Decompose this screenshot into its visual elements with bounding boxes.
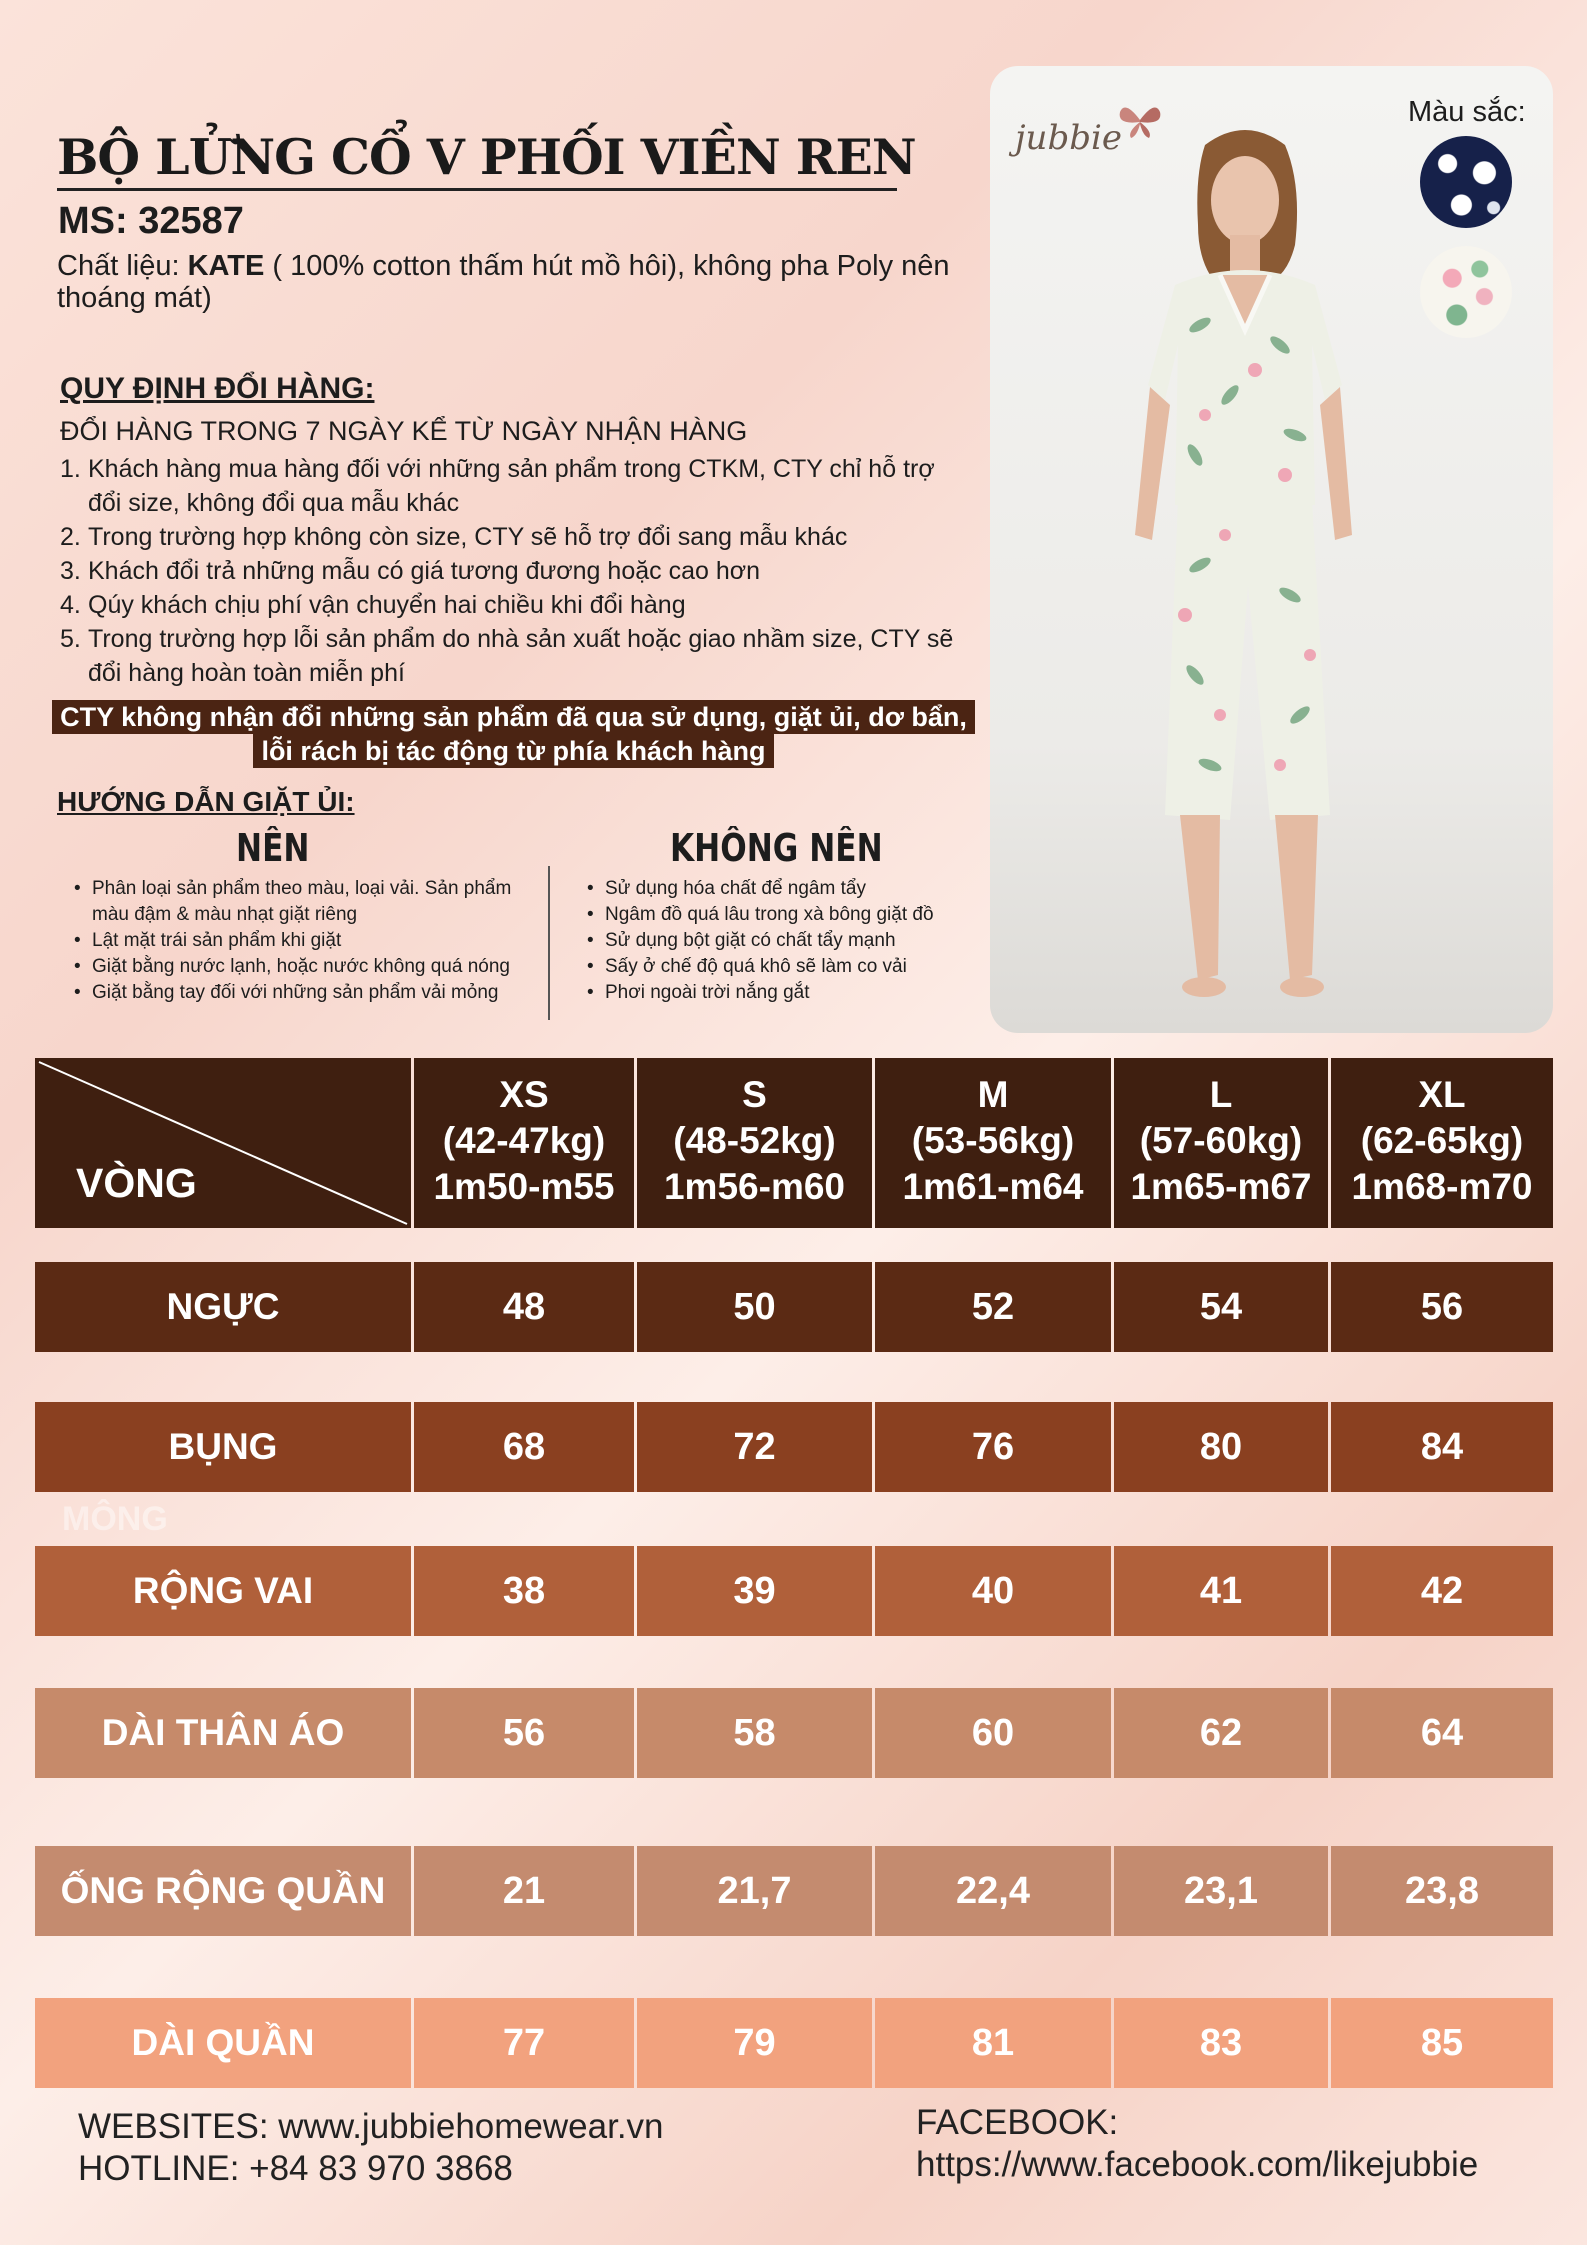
policy-item-text: Trong trường hợp không còn size, CTY sẽ hỗ trợ đổi sang mẫu khác (88, 523, 848, 551)
exchange-policy-list (60, 452, 960, 690)
should-not-list (583, 876, 1003, 1006)
brand-logo-text: jubbie (1015, 118, 1122, 158)
size-header-weight: (62-65kg) (1360, 1120, 1524, 1161)
should-list (70, 876, 540, 1006)
should-not-item: • Sử dụng bột giặt có chất tẩy mạnh (583, 928, 1003, 954)
size-header-height: 1m50-m55 (433, 1166, 615, 1207)
size-header-m (875, 1058, 1111, 1228)
measurement-cell: 54 (1114, 1262, 1328, 1352)
title-underline (57, 188, 897, 191)
measurement-cell: 80 (1114, 1402, 1328, 1492)
material-label: Chất liệu: (57, 250, 188, 282)
exchange-policy-title: QUY ĐỊNH ĐỔI HÀNG: (60, 372, 375, 405)
measurement-row-label: DÀI THÂN ÁO (35, 1688, 411, 1778)
size-header-l (1114, 1058, 1328, 1228)
should-item: • Lật mặt trái sản phẩm khi giặt (70, 928, 540, 954)
measurement-cell: 60 (875, 1688, 1111, 1778)
policy-item-number: 2. (60, 523, 81, 551)
material-detail: ( 100% cotton thấm hút mồ hôi), không pha Poly nên thoáng mát) (57, 250, 950, 314)
should-item: • Giặt bằng tay đối với những sản phẩm vải mỏng (70, 980, 540, 1006)
size-header-s (637, 1058, 872, 1228)
size-header-weight: (53-56kg) (911, 1120, 1075, 1161)
measurement-cell: 21,7 (637, 1846, 872, 1936)
measurement-cell: 41 (1114, 1546, 1328, 1636)
should-item: • Phân loại sản phẩm theo màu, loại vải. Sản phẩm màu đậm & màu nhạt giặt riêng (70, 876, 540, 928)
policy-item-text: Trong trường hợp lỗi sản phẩm do nhà sản xuất hoặc giao nhầm size, CTY sẽ đổi hàng hoàn toàn miễn phí (88, 625, 954, 687)
table-corner-label: VÒNG (76, 1160, 197, 1206)
measurement-cell: 56 (1331, 1262, 1553, 1352)
notice-line-2: lỗi rách bị tác động từ phía khách hàng (253, 734, 773, 768)
brand-logo (1015, 100, 1165, 170)
size-header-weight: (48-52kg) (673, 1120, 836, 1161)
size-header-height: 1m56-m60 (663, 1166, 845, 1207)
material-description (57, 250, 957, 314)
size-header-height: 1m68-m70 (1351, 1166, 1533, 1207)
measurement-cell: 52 (875, 1262, 1111, 1352)
hotline-text: HOTLINE: +84 83 970 3868 (78, 2149, 513, 2188)
footer-contact (78, 2106, 664, 2190)
measurement-cell: 85 (1331, 1998, 1553, 2088)
measurement-row-label: RỘNG VAI (35, 1546, 411, 1636)
measurement-cell: 23,1 (1114, 1846, 1328, 1936)
measurement-row-label: BỤNG (35, 1402, 411, 1492)
measurement-cell: 72 (637, 1402, 872, 1492)
measurement-cell: 83 (1114, 1998, 1328, 2088)
size-header-height: 1m61-m64 (902, 1166, 1084, 1207)
should-heading: NÊN (236, 826, 310, 870)
size-header-height: 1m65-m67 (1130, 1166, 1312, 1207)
product-code: MS: 32587 (58, 200, 244, 242)
measurement-row-label: NGỰC (35, 1262, 411, 1352)
should-not-heading: KHÔNG NÊN (670, 826, 883, 870)
washing-guide-title: HƯỚNG DẪN GIẶT ỦI: (57, 786, 355, 817)
material-name: KATE (187, 250, 265, 282)
color-swatch-navy[interactable] (1420, 136, 1512, 228)
size-header-size: S (742, 1074, 767, 1115)
policy-item (60, 554, 960, 588)
size-header-xl (1331, 1058, 1553, 1228)
measurement-cell: 58 (637, 1688, 872, 1778)
colors-label: Màu sắc: (1408, 96, 1526, 128)
notice-line-1: CTY không nhận đổi những sản phẩm đã qua sử dụng, giặt ủi, dơ bẩn, (52, 700, 975, 734)
size-header-weight: (57-60kg) (1139, 1120, 1303, 1161)
policy-item (60, 622, 960, 690)
policy-item-text: Khách đổi trả những mẫu có giá tương đương hoặc cao hơn (88, 557, 761, 585)
website-link[interactable]: WEBSITES: www.jubbiehomewear.vn (78, 2107, 664, 2146)
policy-item-text: Qúy khách chịu phí vận chuyển hai chiều khi đổi hàng (88, 591, 686, 619)
measurement-cell: 50 (637, 1262, 872, 1352)
should-not-item: • Phơi ngoài trời nắng gắt (583, 980, 1003, 1006)
size-header-size: XL (1418, 1074, 1466, 1115)
policy-item-number: 3. (60, 557, 81, 585)
measurement-cell: 84 (1331, 1402, 1553, 1492)
policy-item-text: Khách hàng mua hàng đối với những sản phẩm trong CTKM, CTY chỉ hỗ trợ đổi size, không đổi qua mẫu khác (88, 455, 935, 517)
policy-item (60, 452, 960, 520)
measurement-cell: 77 (414, 1998, 634, 2088)
butterfly-icon (1115, 100, 1165, 140)
size-header-size: XS (499, 1074, 549, 1115)
policy-item-number: 5. (60, 625, 81, 653)
facebook-label: FACEBOOK: (916, 2103, 1119, 2142)
measurement-cell: 39 (637, 1546, 872, 1636)
hidden-row-label: MÔNG (62, 1500, 168, 1538)
size-header-weight: (42-47kg) (442, 1120, 606, 1161)
size-header-xs (414, 1058, 634, 1228)
policy-item (60, 588, 960, 622)
size-header-size: L (1209, 1074, 1233, 1115)
measurement-cell: 68 (414, 1402, 634, 1492)
should-not-item: • Ngâm đồ quá lâu trong xà bông giặt đồ (583, 902, 1003, 928)
policy-item-number: 4. (60, 591, 81, 619)
measurement-cell: 22,4 (875, 1846, 1111, 1936)
measurement-cell: 48 (414, 1262, 634, 1352)
policy-item-number: 1. (60, 455, 81, 483)
product-title: BỘ LỬNG CỔ V PHỐI VIỀN REN (57, 128, 916, 186)
measurement-cell: 64 (1331, 1688, 1553, 1778)
should-not-item: • Sử dụng hóa chất để ngâm tẩy (583, 876, 1003, 902)
measurement-row-label: ỐNG RỘNG QUẦN (35, 1846, 411, 1936)
measurement-row-label: DÀI QUẦN (35, 1998, 411, 2088)
footer-facebook (916, 2102, 1478, 2186)
washing-divider (548, 866, 550, 1020)
facebook-link[interactable]: https://www.facebook.com/likejubbie (916, 2145, 1479, 2184)
measurement-cell: 23,8 (1331, 1846, 1553, 1936)
measurement-cell: 40 (875, 1546, 1111, 1636)
model-photo (1080, 115, 1410, 1025)
measurement-cell: 62 (1114, 1688, 1328, 1778)
size-header-size: M (977, 1074, 1009, 1115)
color-swatch-floral[interactable] (1420, 246, 1512, 338)
measurement-cell: 79 (637, 1998, 872, 2088)
policy-item (60, 520, 960, 554)
measurement-cell: 38 (414, 1546, 634, 1636)
measurement-cell: 56 (414, 1688, 634, 1778)
no-exchange-notice (52, 700, 975, 770)
should-item: • Giặt bằng nước lạnh, hoặc nước không quá nóng (70, 954, 540, 980)
exchange-policy-subtitle: ĐỔI HÀNG TRONG 7 NGÀY KỂ TỪ NGÀY NHẬN HÀNG (60, 416, 748, 446)
measurement-cell: 42 (1331, 1546, 1553, 1636)
should-not-item: • Sấy ở chế độ quá khô sẽ làm co vải (583, 954, 1003, 980)
measurement-cell: 76 (875, 1402, 1111, 1492)
measurement-cell: 81 (875, 1998, 1111, 2088)
measurement-cell: 21 (414, 1846, 634, 1936)
